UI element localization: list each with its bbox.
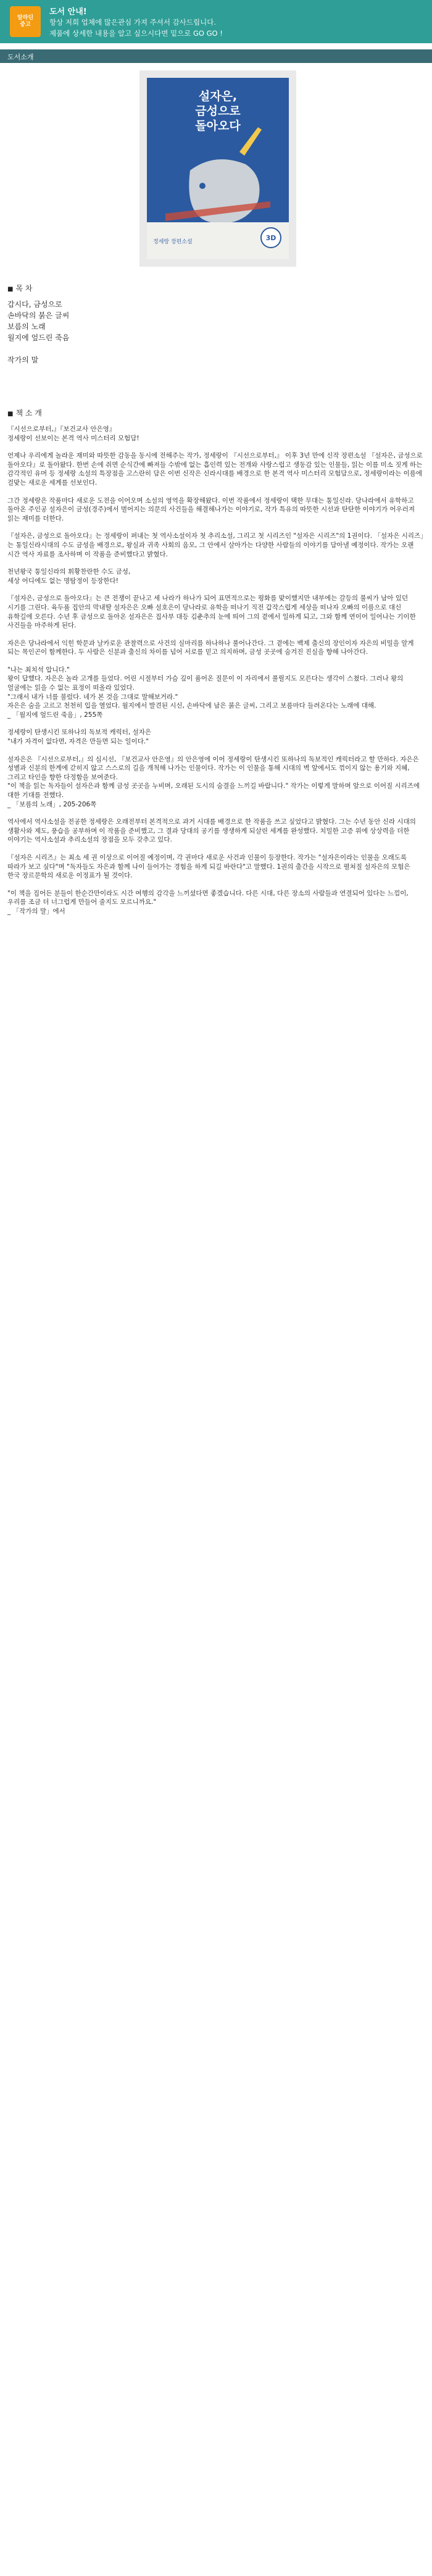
description-paragraph: 『설자은, 금성으로 돌아오다』는 큰 전쟁이 끝나고 세 나라가 하나가 되어 표면적으로는 평화를 맞이했지만 내부에는 갈등의 불씨가 남아 있던 시기를 그린다. 육두품 집안의 막내딸 설자은은 오빠 설호은이 당나라로 유학을 떠나기 직전 갑작스럽게 세상을 떠나자 오빠의 이름으로 대신 유학길에 오른다. 수년 후 금성으로 돌아온 설자은은 집사부 대등 김춘추의 눈에 띄어 그의 곁에서 일하게 되고, 그와 함께 연이어 일어나는 기이한 사건들을 마주하게 된다. (7, 595, 416, 630)
book-cover-frame (139, 70, 296, 267)
review-heading (7, 408, 42, 418)
description-paragraph: 정세랑이 탄생시킨 또하나의 독보적 캐릭터, 설자은 "내가 자격이 없다면, 자격은 만들면 되는 일이다." (7, 729, 152, 746)
book-description (7, 425, 425, 925)
description-paragraph: 『시선으로부터,』『보건교사 안은영』 정세랑이 선보이는 본격 역사 미스터리 모험담! (7, 425, 139, 442)
description-paragraph: "나는 최치석 압니다." 왕이 답했다. 자은은 놀라 고개를 들었다. 어린 시절부터 가슴 깊이 품어온 질문이 이 자리에서 풀릴지도 모른다는 생각이 스쳤다. 그러나 왕의 얼굴에는 읽을 수 없는 표정이 떠올라 있었다. "그래서 내가 너를 불렀다. 네가 본 것을 그대로 말해보거라." 자은은 숨을 고르고 천천히 입을 열었다. 월지에서 발견된 시신, 손바닥에 남은 붉은 글씨, 그리고 보름마다 들려온다는 노래에 대해. _ 「월지에 엎드린 죽음」, 255쪽 (7, 666, 404, 719)
description-paragraph: 역사에서 역사소설을 전공한 정세랑은 오래전부터 본격적으로 과거 시대를 배경으로 한 작품을 쓰고 싶었다고 밝혔다. 그는 수년 동안 신라 시대의 생활사와 제도, 풍습을 공부하며 이 작품을 준비했고, 그 결과 당대의 공기를 생생하게 되살린 세계를 완성했다. 치밀한 고증 위에 상상력을 더한 이야기는 역사소설과 추리소설의 장점을 모두 갖추고 있다. (7, 818, 416, 844)
description-paragraph: 그간 정세랑은 작품마다 새로운 도전을 이어오며 소설의 영역을 확장해왔다. 이번 작품에서 정세랑이 택한 무대는 통일신라. 당나라에서 유학하고 돌아온 주인공 설자은이 금성(경주)에서 벌어지는 의문의 사건들을 해결해나가는 이야기로, 작가 특유의 따뜻한 시선과 탄탄한 이야기가 어우러져 읽는 재미를 더한다. (7, 496, 415, 522)
shop-logo-text: 알라딘 중고 (17, 15, 34, 28)
description-paragraph: 『설자은 시리즈』는 최소 세 권 이상으로 이어질 예정이며, 각 권마다 새로운 사건과 인물이 등장한다. 작가는 "설자은이라는 인물을 오래도록 따라가 보고 싶다"며 "독자들도 자은과 함께 나이 들어가는 경험을 하게 되길 바란다"고 말했다. 1권의 출간을 시작으로 펼쳐질 설자은의 모험은 한국 장르문학의 새로운 이정표가 될 것이다. (7, 853, 410, 880)
section-tab-bar (0, 49, 432, 63)
notice-line-1: 항상 저희 업체에 많은관심 가져 주셔서 감사드립니다. (49, 18, 216, 27)
description-paragraph: 『설자은, 금성으로 돌아오다』는 정세랑이 펴내는 첫 역사소설이자 첫 추리소설, 그리고 첫 시리즈인 "설자은 시리즈"의 1권이다. 「설자은 시리즈」는 통일신라시대의 수도 금성을 배경으로, 왕실과 귀족 사회의 음모, 그 안에서 살아가는 다양한 사람들의 이야기를 담아낼 예정이다. 작가는 오랜 시간 역사 자료를 조사하며 이 작품을 준비했다고 밝혔다. (7, 532, 424, 558)
bullet-icon: ■ (7, 286, 14, 293)
cover-subtitle: 정세랑 장편소설 (153, 239, 193, 245)
bullet-icon: ■ (7, 411, 14, 417)
toc-heading (7, 283, 32, 293)
review-heading-text: 책 소 개 (15, 409, 42, 417)
toc-item: 갑시다, 금성으로 (7, 300, 62, 309)
toc-item: 보름의 노래 (7, 322, 46, 331)
cover-bottom-stripe (147, 222, 289, 259)
toc-item: 손바닥의 붉은 글씨 (7, 311, 70, 320)
tab-book-intro[interactable]: 도서소개 (7, 53, 34, 61)
description-paragraph: 언제나 우리에게 놀라운 재미와 따뜻한 감동을 동시에 전해주는 작가, 정세랑이 『시선으로부터,』 이후 3년 만에 신작 장편소설 『설자은, 금성으로 돌아오다』로 돌아왔다. 한번 손에 쥐면 순식간에 빠져들 수밖에 없는 흡인력 있는 전개와 사랑스럽고 생동감 있는 인물들, 읽는 이를 미소 짓게 하는 감각적인 유머 등 정세랑 소설의 특장점을 고스란히 담은 이번 신작은 신라시대를 배경으로 한 본격 역사 미스터리 모험담으로, 정세랑이라는 이름에 걸맞는 새로운 세계를 선보인다. (7, 452, 423, 487)
description-paragraph: 설자은은 『시선으로부터,』의 심시선, 『보건교사 안은영』의 안은영에 이어 정세랑이 탄생시킨 또하나의 독보적인 캐릭터라고 할 만하다. 자은은 성별과 신분의 한계에 갇히지 않고 스스로의 길을 개척해 나가는 인물이다. 작가는 이 인물을 통해 시대의 벽 앞에서도 꺾이지 않는 용기와 지혜, 그리고 타인을 향한 다정함을 보여준다. "이 책을 읽는 독자들이 설자은과 함께 금성 곳곳을 누비며, 오래된 도시의 숨결을 느끼길 바랍니다." 작가는 이렇게 말하며 앞으로 이어질 시리즈에 대한 기대를 전했다. _ 「보름의 노래」, 205-206쪽 (7, 755, 420, 808)
toc-item: 월지에 엎드린 죽음 (7, 333, 70, 342)
shop-logo (10, 6, 41, 37)
cover-badge: 3D (260, 227, 281, 248)
book-cover-image (147, 78, 289, 259)
notice-title: 도서 안내! (49, 7, 87, 17)
toc-item (7, 343, 69, 354)
notice-banner (0, 0, 432, 43)
description-paragraph: "이 책을 집어든 분들이 한순간만이라도 시간 여행의 감각을 느끼셨다면 좋겠습니다. 다른 시대, 다른 장소의 사람들과 연결되어 있다는 느낌이, 우리를 조금 더 너그럽게 만들어 줄지도 모르니까요." _ 「작가의 말」에서 (7, 889, 409, 915)
toc-list (7, 299, 69, 366)
description-paragraph: 자은은 당나라에서 익힌 학문과 날카로운 관찰력으로 사건의 실마리를 하나하나 풀어나간다. 그 곁에는 백제 출신의 장인이자 자은의 비밀을 알게 되는 목인곤이 함께한다. 두 사람은 신분과 출신의 차이를 넘어 서로를 믿고 의지하며, 금성 곳곳에 숨겨진 진실을 향해 나아간다. (7, 639, 414, 656)
cover-title: 설자은, 금성으로 돌아오다 (195, 90, 241, 133)
toc-item: 작가의 말 (7, 356, 39, 364)
toc-heading-text: 목 차 (15, 284, 33, 293)
notice-line-2: 제품에 상세한 내용을 알고 싶으시다면 밑으로 GO GO ! (49, 29, 223, 38)
description-paragraph: 천년왕국 통일신라의 휘황찬란한 수도 금성, 세상 어디에도 없는 명탐정이 등장한다! (7, 568, 131, 585)
